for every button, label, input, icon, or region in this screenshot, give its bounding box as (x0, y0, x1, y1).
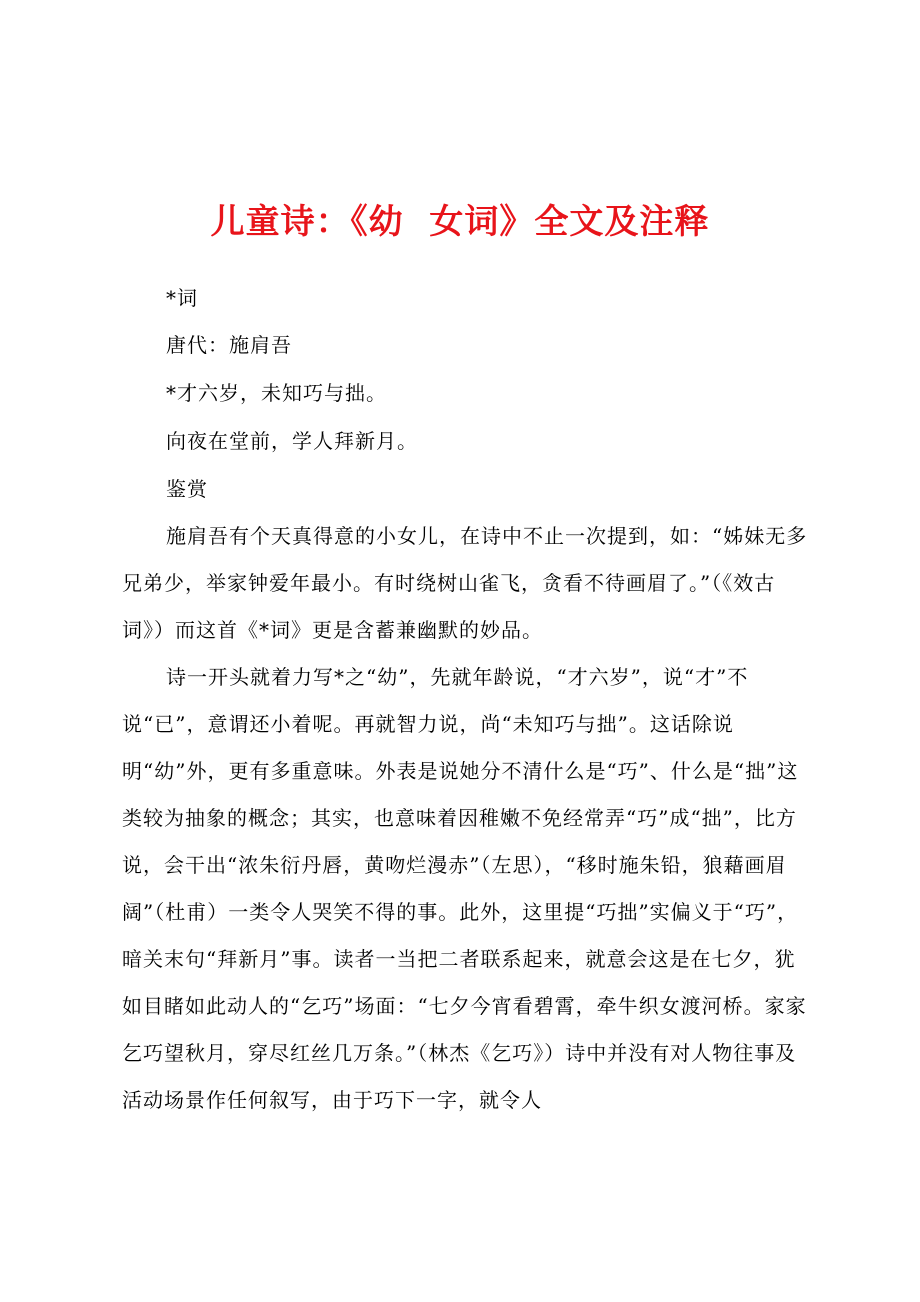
appreciation-heading: 鉴赏 (166, 477, 208, 501)
poem-author: 唐代：施肩吾 (166, 333, 292, 357)
poem-verse-1: *才六岁，未知巧与拙。 (166, 381, 387, 405)
body-text (122, 513, 812, 1124)
poem-verse-2: 向夜在堂前，学人拜新月。 (166, 429, 418, 453)
paragraph-2: 诗一开头就着力写*之“幼”，先就年龄说，“才六岁”，说“才”不说“已”，意谓还小着呢。再就智力说，尚“未知巧与拙”。这话除说明“幼”外，更有多重意味。外表是说她分不清什么是“巧”、什么是“拙”这类较为抽象的概念；其实，也意味着因稚嫩不免经常弄“巧”成“拙”，比方说，会干出“浓朱衍丹唇，黄吻烂漫赤”（左思），“移时施朱铅，狼藉画眉阔”（杜甫）一类令人哭笑不得的事。此外，这里提“巧拙”实偏义于“巧”，暗关末句“拜新月”事。读者一当把二者联系起来，就意会这是在七夕，犹如目睹如此动人的“乞巧”场面：“七夕今宵看碧霄，牵牛织女渡河桥。家家乞巧望秋月，穿尽红丝几万条。”（林杰《乞巧》）诗中并没有对人物往事及活动场景作任何叙写，由于巧下一字，就令人 (122, 665, 807, 1112)
document-title: 儿童诗：《幼 女词》全文及注释 (210, 202, 710, 242)
paragraph-1: 施肩吾有个天真得意的小女儿，在诗中不止一次提到，如：“姊妹无多兄弟少，举家钟爱年最小。有时绕树山雀飞，贪看不待画眉了。”（《效古词》）而这首《*词》更是含蓄兼幽默的妙品。 (122, 524, 808, 642)
poem-title: *词 (166, 286, 198, 310)
